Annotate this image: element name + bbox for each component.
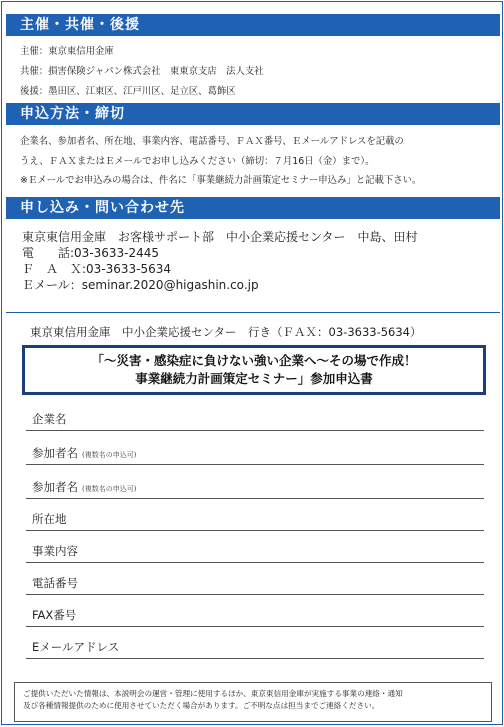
phone-field[interactable] xyxy=(26,573,484,595)
organizer-host: 主催：東京東信用金庫 xyxy=(20,46,114,57)
participant-note-2: (複数名の申込可) xyxy=(82,485,137,493)
business-field[interactable] xyxy=(26,541,484,563)
contact-email[interactable]: Ｅメール：seminar.2020@higashin.co.jp xyxy=(22,278,259,292)
form-recipient: 東京東信用金庫 中小企業応援センター 行き（ＦＡＸ：03-3633-5634） xyxy=(30,325,422,339)
company-field[interactable] xyxy=(26,409,484,431)
application-heading: 申込方法・締切 xyxy=(6,103,500,125)
email-label: Eメールアドレス xyxy=(32,640,120,654)
contact-heading: 申し込み・問い合わせ先 xyxy=(6,197,500,219)
form-divider xyxy=(6,312,500,313)
email-field[interactable] xyxy=(26,637,484,659)
organizer-cohost: 共催：損害保険ジャパン株式会社 東東京支店 法人支社 xyxy=(20,66,264,77)
participant-label-1-text: 参加者名 xyxy=(32,446,78,460)
contact-org: 東京東信用金庫 お客様サポート部 中小企業応援センター 中島、田村 xyxy=(22,230,418,244)
participant-note-1: (複数名の申込可) xyxy=(82,451,137,459)
fax-label: FAX番号 xyxy=(32,608,77,622)
address-label: 所在地 xyxy=(32,512,67,526)
application-line-3: ※Ｅメールでお申込みの場合は、件名に「事業継続力計画策定セミナー申込み」と記載下さい。 xyxy=(20,175,422,186)
participant-label-2 xyxy=(32,479,136,495)
phone-label: 電話番号 xyxy=(32,576,78,590)
privacy-note-line-2: 及び各種情報提供のために使用させていただく場合があります。ご不明な点は担当までご連絡ください。 xyxy=(23,701,380,710)
organizer-support: 後援：墨田区、江東区、江戸川区、足立区、葛飾区 xyxy=(20,86,236,97)
contact-tel: 電 話:03-3633-2445 xyxy=(22,246,160,260)
application-line-2: うえ、ＦＡＸまたはＥメールでお申し込みください（締切：７月16日（金）まで）。 xyxy=(20,156,375,167)
form-title-line-1: 「～災害・感染症に負けない強い企業へ～その場で作成！ xyxy=(91,353,417,368)
form-title-box xyxy=(22,345,486,395)
fax-field[interactable] xyxy=(26,605,484,627)
address-field[interactable] xyxy=(26,509,484,531)
privacy-note xyxy=(14,682,492,722)
application-line-1: 企業名、参加者名、所在地、事業内容、電話番号、ＦＡＸ番号、Ｅメールアドレスを記載の xyxy=(20,136,404,147)
application-flyer xyxy=(1,1,503,725)
participant-field-2[interactable] xyxy=(26,477,484,499)
business-label: 事業内容 xyxy=(32,544,78,558)
participant-label-2-text: 参加者名 xyxy=(32,480,78,494)
organizers-heading: 主催・共催・後援 xyxy=(6,14,500,36)
contact-fax: Ｆ Ａ Ｘ:03-3633-5634 xyxy=(22,262,172,276)
form-title-line-2: 事業継続力計画策定セミナー」参加申込書 xyxy=(135,371,373,386)
company-label: 企業名 xyxy=(32,412,67,426)
privacy-note-line-1: ご提供いただいた情報は、本説明会の運営・管理に使用するほか、東京東信用金庫が実施する事業の連絡・通知 xyxy=(23,689,403,698)
participant-field-1[interactable] xyxy=(26,443,484,465)
participant-label-1 xyxy=(32,445,136,461)
